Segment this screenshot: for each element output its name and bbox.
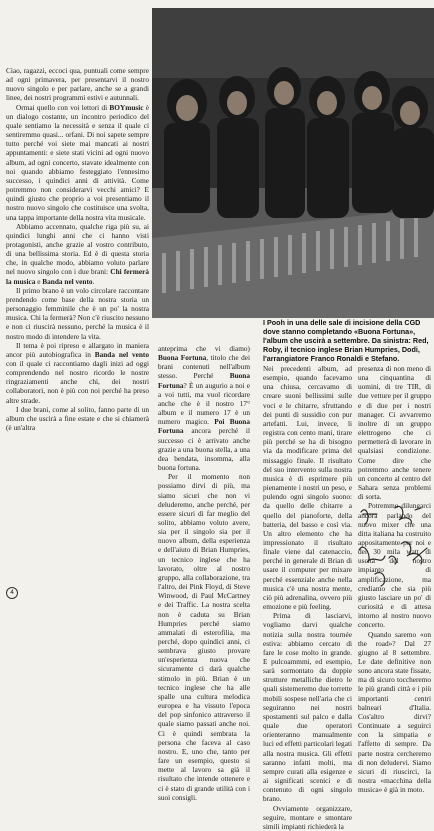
- article-paragraph: Nei precedenti album, ad esempio, quando facevamo una chiusa, cercavamo di creare suoni bellissimi sulle voci e le chitarre, sfruttando dei punti di sussidio con pur artefatti. Lui, invece, li registra con cento mani, tirare più perché se ha di bisogno via da modificare prima del missaggio finale. Il risultato del suo intervento sulla nostra musica è di esprimere più pienamente i nostri un peso, e pulendo ogni singolo suono: da quello delle chitarre a quello del pianoforte, della batteria, del basso e così via. Un altro elemento che ha impressionato il risultato finale viene dal catenaccio, perché in generale di Brian di usare il computer per mixare perché essenziale anche nella musica c'è una nostra mente, ciò più adrenalina, ovvero più emozione e più feeling.: [263, 364, 352, 612]
- article-paragraph: Prima di lasciarvi, vogliamo darvi qualche notizia sulla nostra tournée estiva: abbiamo cercato di fare le cose molto in grande. E pulcoammmi, ed esempio, sarà sormontato da doppie strutture metalliche dietro le quali sistemeremo due torrette mobili sospese nell'aria che ci seguiranno nei nostri spostamenti sul palco e dalla quale due operatori orienteranno manualmente luci ed effetti particolari legati alla nostra musica. Gli effetti saranno infatti molti, ma sempre curati alla esigenze e ai significati scenici e di contenuto di ogni singolo brano.: [263, 611, 352, 804]
- page-number: 4: [6, 587, 18, 599]
- article-paragraph: Ormai quello con voi lettori di BOYmusic è un dialogo costante, un incontro periodico del quale sentiamo la necessità e senza il quale ci sentiremmo quasi... orfani. Di noi sapete sempre tutto perché voi siete mai mancati ai nostri appuntamenti: e siete stati vicini ad ogni nuovo album, ad ogni concerto, stavate idealmente con noi quando abbiamo festeggiato l'ennesimo successo, i quindici anni di attività. Come potremmo non considerarvi vecchi amici? E quindi giusto che proprio a voi presentiamo il nostro nuovo singolo che costituisce una svolta, una tappa importante della nostra vita musicale.: [6, 102, 149, 222]
- article-column-3: [263, 364, 352, 831]
- article-paragraph: Potremmo dilungarci ancora parlando del nuovo mixer che una ditta italiana ha costruito appositamente per noi e dei 30 mila watt di uscita del nostro impianto di amplificazione, ma crediamo che sia più giusto lasciare un po' di curiosità e di attesa intorno al nostro nuovo concerto.: [358, 501, 431, 630]
- article-paragraph: Il tema è poi ripreso e allargato in maniera ancor più autobiografica in Banda nel vento con il quale ci raccontiamo dagli inizi ad oggi comprendendo nel nostro ricordo le nostre ringraziamenti anche chi, dei nostri collaboratori, non è più con noi perché ha preso altre strade.: [6, 340, 150, 405]
- bold-run: Banda nel vento: [42, 276, 93, 286]
- article-paragraph: anteprima che vi diamo) Buona Fortuna, titolo che dei brani contenuti nell'album stesso. Perché Buona Fortuna? È un augurio a noi e a voi tutti, ma vuol ricordare anche che è il nostro 17° album e il numero 17 è un numero magico. Poi Buona Fortuna ancora perché il successo ci è arrivato anche grazie a una buona stella, a una dea bendata, insomma, alla buona fortuna.: [158, 344, 250, 473]
- photo-caption: I Pooh in una delle sale di incisione della CGD dove stanno completando «Buona Fortuna», l'album che uscirà a settembre. Da sinistra: Red, Roby, il tecnico inglese Brian Humpries, Dodi, l'arrangiatore Franco Ronaldi e Stefano.: [263, 318, 429, 364]
- article-paragraph: Ovviamente organizzare, seguire, montare e smontare simili impianti richiederà la: [263, 803, 352, 831]
- article-column-1: [6, 66, 149, 432]
- article-paragraph: Abbiamo accennato, qualche riga più su, ai quindici lunghi anni che ci hanno visti protagonisti, anche grazie al vostro contributo, di una bellissima storia. Ed è di questa storia che, in qualche modo, abbiamo voluto parlare nel nuovo singolo con i due brani: Chi fermerà la musica e Banda nel vento.: [6, 221, 149, 286]
- bold-run: Banda nel vento: [94, 349, 150, 359]
- article-paragraph: Quando saremo «on the road»? Dal 27 giugno al 8 settembre. Le date definitive non sono ancora state fissate, ma di sicuro toccheremo le più grandi città e i più importanti centri balneari d'Italia. Cos'altro dirvi? Continuate a seguirci con la simpatia e l'affetto di sempre. Da parte nostra cercheremo di non deludervi. Siamo sicuri di riuscirci, la nostra «macchina della musica» è già in moto.: [358, 629, 431, 795]
- article-paragraph: Ciao, ragazzi, eccoci qua, puntuali come sempre ad ogni primavera, per presentarvi il nostro nuovo singolo e per parlare, anche se a grandi linee, dei nostri programmi estivi e autunnali.: [6, 66, 149, 103]
- article-paragraph: I due brani, come al solito, fanno parte di un album che uscirà a fine estate e che si chiamerà (è un'altra: [6, 404, 149, 433]
- band-photo-illustration: [152, 8, 434, 318]
- bold-run: Chi fermerà la musica: [6, 267, 149, 286]
- bold-run: Buona Fortuna: [158, 371, 250, 390]
- article-paragraph: Per il momento non possiamo dirvi di più, ma siamo sicuri che non vi deluderemo, anche perché, per essere sicuri di far meglio del solito, abbiamo voluto avere, sia per il singolo sia per il nuovo album, della esperienza e dell'aiuto di Brian Humpries, un tecnico inglese che ha lavorato, oltre al nostro gruppo, alla collaborazione, tra l'altro, dei Pink Floyd, di Steve Winwood, di Paul McCartney e dei Traffic. La nostra scelta non è caduta su Brian Humpries perché siamo ammalati di esterofilia, ma perché, dopo quindici anni, ci sembrava giusto provare un'esperienza nuova che sicuramente ci darà qualche stimolo in più. Brian è un tecnico inglese che ha alle spalle una cultura melodica europea e ha vissuto l'epoca del pop sinfonico attraverso il quale siamo passati anche noi. Ci è quindi sembrata la persona che faceva al caso nostro. E, uno che, tanto per fare un esempio, questo si mette al lavoro sa già il risultato che intende ottenere e ci è stato di grande utilità con i suoi consigli.: [158, 472, 250, 802]
- article-paragraph: Il primo brano è un volo circolare raccontare prendendo come base della nostra storia un personaggio femminile che è un po' la nostra musica. Chi la fermerà? Non c'è riuscito nessuno e non ci riuscirà nessuno, perché la musica è il nostro modo di intendere la vita.: [6, 285, 149, 341]
- bold-run: BOYmusic: [109, 102, 144, 112]
- bold-run: Buona Fortuna: [158, 353, 207, 363]
- band-signatures: [355, 500, 433, 595]
- studio-photo: [152, 8, 434, 318]
- bold-run: Poi Buona Fortuna: [158, 417, 250, 436]
- article-column-2: [158, 344, 250, 802]
- article-paragraph: presenza di non meno di una cinquantina di uomini, di tre TIR, di due vetture per il gruppo e di due per i nostri manager. Ci avvarremo inoltre di un gruppo elettrogeno che ci permetterà di lavorare in qualsiasi condizione. Come dire che potremmo anche tenere un concerto al centro del Sahara senza problemi di sorta.: [358, 364, 431, 502]
